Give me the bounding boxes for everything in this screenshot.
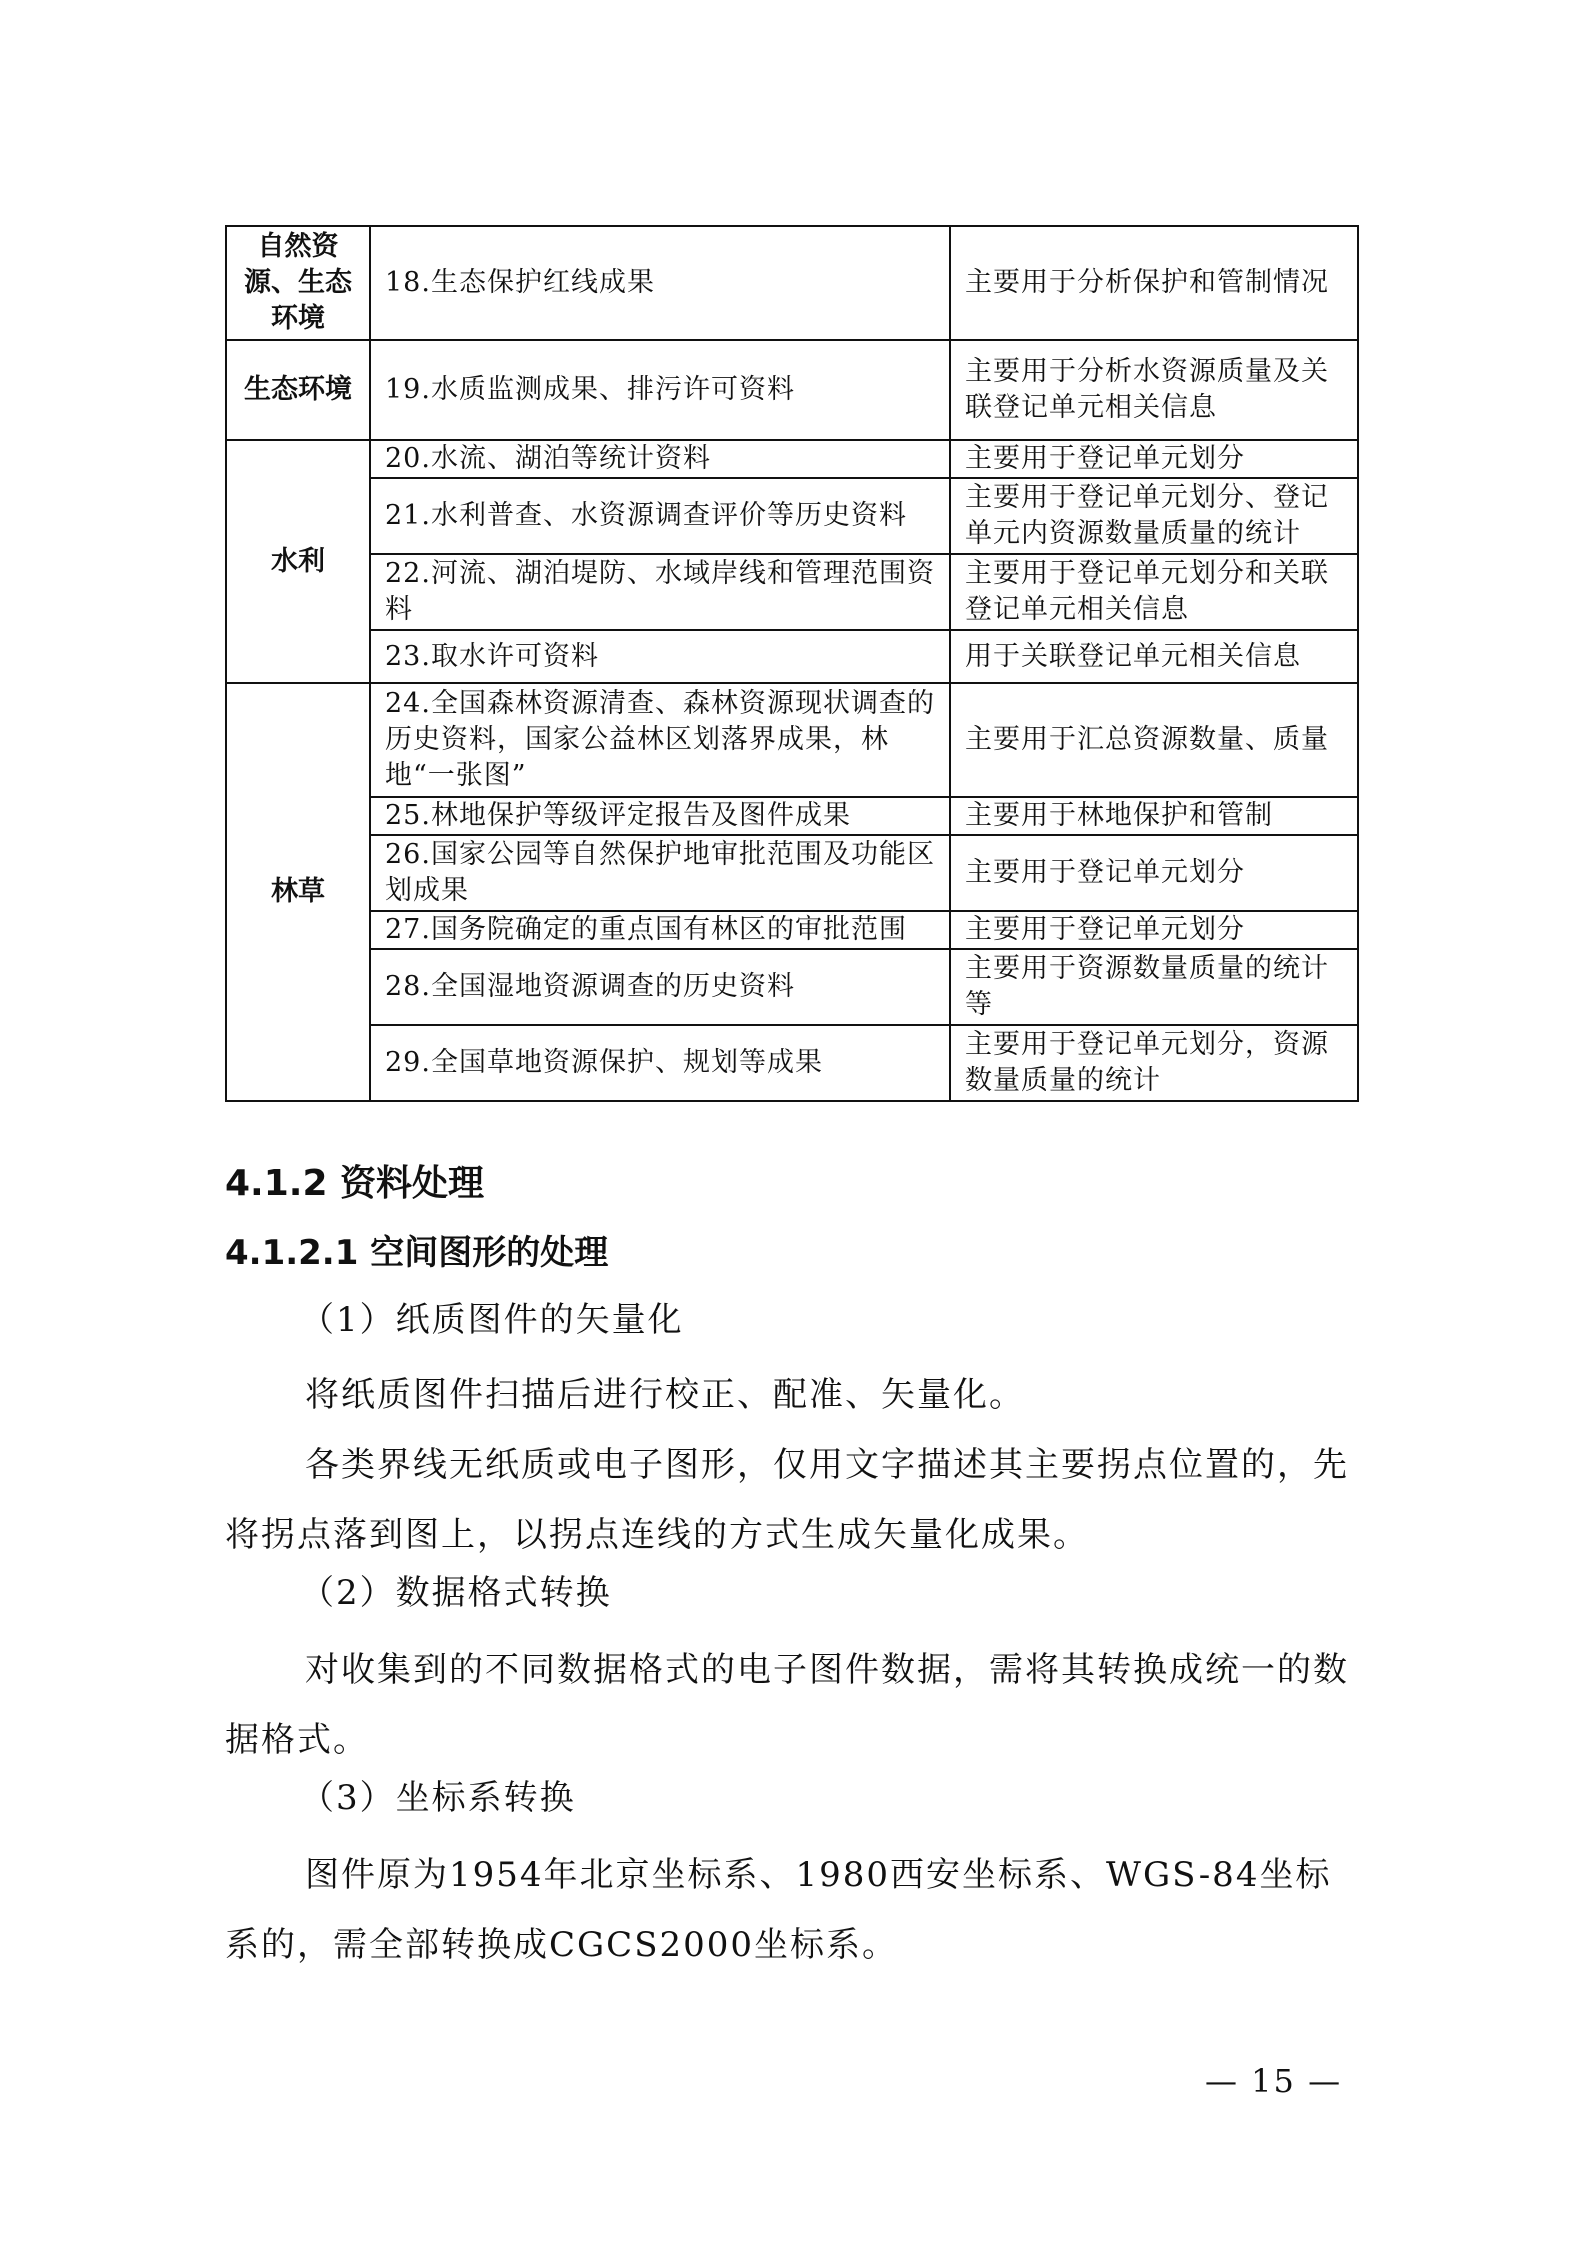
category-cell: 生态环境: [226, 340, 370, 440]
section-heading: 4.1.2 资料处理: [225, 1163, 485, 1204]
item-cell: 27.国务院确定的重点国有林区的审批范围: [370, 911, 950, 949]
use-cell: 主要用于登记单元划分: [950, 835, 1358, 911]
use-cell: 主要用于登记单元划分: [950, 911, 1358, 949]
table-row: [226, 630, 1358, 683]
use-cell: 主要用于登记单元划分、登记单元内资源数量质量的统计: [950, 478, 1358, 554]
category-cell: 自然资源、生态环境: [226, 226, 370, 340]
page-number: — 15 —: [1205, 2062, 1343, 2100]
item-cell: 29.全国草地资源保护、规划等成果: [370, 1025, 950, 1101]
use-cell: 主要用于林地保护和管制: [950, 797, 1358, 835]
use-cell: 主要用于登记单元划分和关联登记单元相关信息: [950, 554, 1358, 630]
item-title: （1）纸质图件的矢量化: [300, 1300, 684, 1340]
resource-data-table: [225, 225, 1359, 1102]
table-row: [226, 226, 1358, 340]
paragraph: 对收集到的不同数据格式的电子图件数据，需将其转换成统一的数据格式。: [225, 1650, 1349, 1760]
use-cell: 用于关联登记单元相关信息: [950, 630, 1358, 683]
use-cell: 主要用于登记单元划分，资源数量质量的统计: [950, 1025, 1358, 1101]
item-cell: 22.河流、湖泊堤防、水域岸线和管理范围资料: [370, 554, 950, 630]
item-cell: 20.水流、湖泊等统计资料: [370, 440, 950, 478]
item-title: （3）坐标系转换: [300, 1778, 576, 1818]
category-cell: 水利: [226, 440, 370, 683]
item-cell: 26.国家公园等自然保护地审批范围及功能区划成果: [370, 835, 950, 911]
item-cell: 23.取水许可资料: [370, 630, 950, 683]
category-cell: 林草: [226, 683, 370, 1101]
use-cell: 主要用于登记单元划分: [950, 440, 1358, 478]
table-row: [226, 340, 1358, 440]
table-row: [226, 835, 1358, 911]
table-row: [226, 440, 1358, 478]
use-cell: 主要用于汇总资源数量、质量: [950, 683, 1358, 797]
item-cell: 19.水质监测成果、排污许可资料: [370, 340, 950, 440]
paragraph: 图件原为1954年北京坐标系、1980西安坐标系、WGS-84坐标系的，需全部转换成CGCS2000坐标系。: [225, 1855, 1332, 1965]
table-row: [226, 1025, 1358, 1101]
use-cell: 主要用于资源数量质量的统计等: [950, 949, 1358, 1025]
table-row: [226, 554, 1358, 630]
paragraph: 将纸质图件扫描后进行校正、配准、矢量化。: [305, 1375, 1025, 1415]
item-cell: 24.全国森林资源清查、森林资源现状调查的历史资料，国家公益林区划落界成果，林地“一张图”: [370, 683, 950, 797]
paragraph: 各类界线无纸质或电子图形，仅用文字描述其主要拐点位置的，先将拐点落到图上，以拐点连线的方式生成矢量化成果。: [225, 1445, 1349, 1555]
use-cell: 主要用于分析保护和管制情况: [950, 226, 1358, 340]
table-row: [226, 949, 1358, 1025]
table-row: [226, 478, 1358, 554]
item-cell: 21.水利普查、水资源调查评价等历史资料: [370, 478, 950, 554]
item-cell: 25.林地保护等级评定报告及图件成果: [370, 797, 950, 835]
item-cell: 18.生态保护红线成果: [370, 226, 950, 340]
use-cell: 主要用于分析水资源质量及关联登记单元相关信息: [950, 340, 1358, 440]
item-title: （2）数据格式转换: [300, 1573, 612, 1613]
subsection-heading: 4.1.2.1 空间图形的处理: [225, 1233, 609, 1273]
table-row: [226, 797, 1358, 835]
table-row: [226, 683, 1358, 797]
table-row: [226, 911, 1358, 949]
item-cell: 28.全国湿地资源调查的历史资料: [370, 949, 950, 1025]
